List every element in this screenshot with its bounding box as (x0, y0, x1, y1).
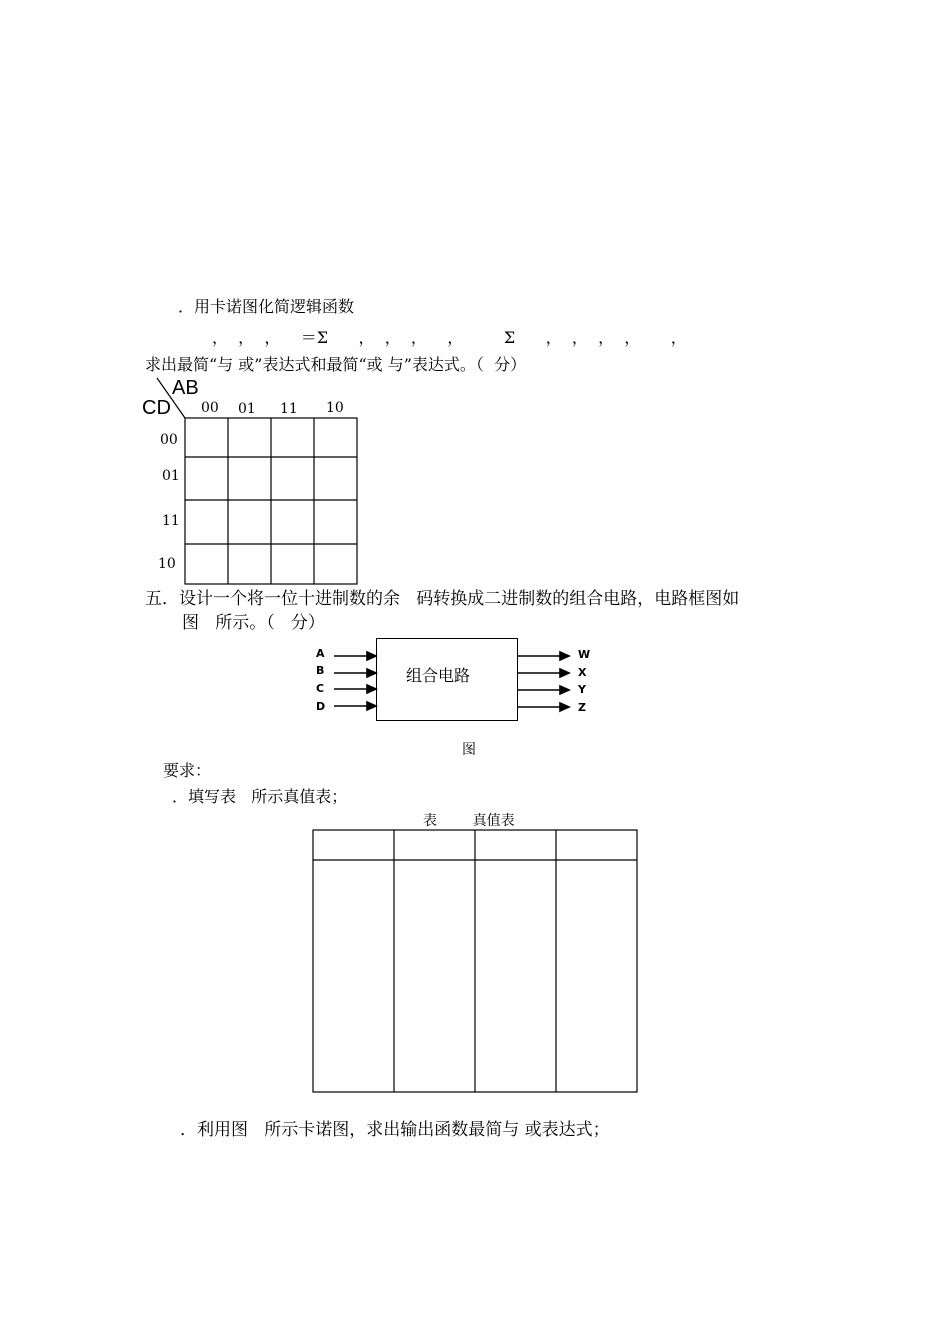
kmap-cd-label: CD (142, 397, 171, 419)
kmap-col-header: 11 (280, 401, 298, 417)
circuit-box-label: 组合电路 (406, 666, 471, 685)
kmap-col-header: 10 (326, 400, 344, 416)
figure-caption: 图 (462, 742, 476, 758)
input-label-a: A (316, 647, 325, 660)
kmap-row-header: 00 (160, 432, 178, 448)
requirement-1: ．填写表 所示真值表； (172, 787, 348, 806)
kmap-col-header: 00 (201, 400, 219, 416)
question-5-line-2: 图 所示。（ 分） (182, 613, 325, 633)
kmap-row-header: 10 (158, 556, 176, 572)
kmap-row-header: 11 (162, 513, 180, 529)
input-label-c: C (316, 682, 325, 695)
kmap-row-header: 01 (162, 468, 180, 484)
kmap-ab-label: AB (172, 377, 199, 399)
input-label-d: D (316, 700, 326, 713)
question-5-line-1: 五．设计一个将一位十进制数的余 码转换成二进制数的组合电路，电路框图如 (145, 589, 740, 609)
question-4-title: ．用卡诺图化简逻辑函数 (178, 297, 355, 316)
output-label-y: Y (578, 683, 586, 696)
input-label-b: B (316, 664, 325, 677)
output-label-x: X (578, 666, 587, 679)
truth-table-caption: 表 真值表 (423, 813, 515, 829)
output-label-w: W (578, 648, 591, 661)
requirement-2: ．利用图 所示卡诺图，求出输出函数最简与 或表达式； (180, 1120, 610, 1140)
kmap-col-header: 01 (238, 401, 256, 417)
question-4-instruction: 求出最简“与 或”表达式和最简“或 与”表达式。（ 分） (145, 355, 527, 374)
question-4-formula: ， ， ， ＝Σ ， ， ， ， Σ ， ， ， ， ， (212, 328, 687, 347)
requirements-heading: 要求： (163, 761, 212, 780)
output-label-z: Z (578, 701, 586, 714)
